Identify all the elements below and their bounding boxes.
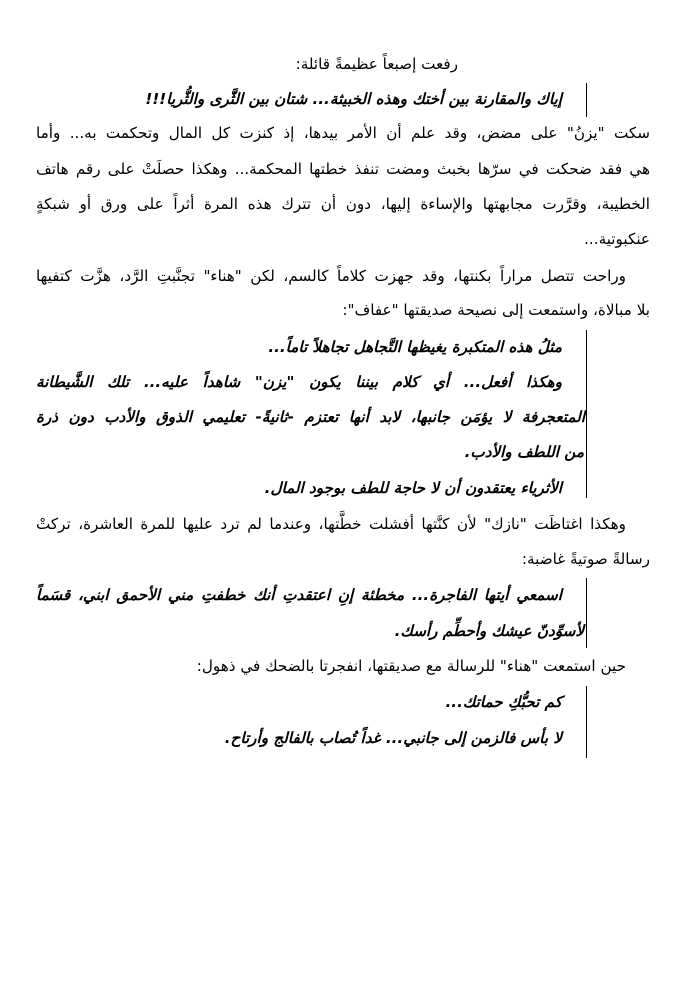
paragraph-line: عنكبوتية... [584, 230, 650, 248]
quote-bar [586, 686, 587, 758]
quote-line: من اللطف والأدب. [464, 443, 584, 461]
paragraph-line: هي فقد ضحكت في سرّها بخبث ومضت تنفذ خطتها المحكمة... وهكذا حصلَتْ على رقم هاتف [36, 160, 650, 178]
quote-line: كم تحبُّكِ حماتك... [445, 693, 562, 711]
quote-bar [586, 330, 587, 498]
paragraph-line: رسالةً صوتيةً غاضبة: [521, 550, 650, 568]
quote-line: المتعجرفة لا يؤمَن جانبها، لابد أنها تعتزم -ثانيةً- تعليمي الذوق والأدب دون ذرة [36, 408, 585, 426]
quote-line: لأسوِّدنّ عيشك وأحطِّم رأسك. [394, 622, 584, 640]
quote-bar [586, 83, 587, 117]
quote-line: الأثرياء يعتقدون أن لا حاجة للطف بوجود المال. [264, 479, 562, 497]
paragraph-line: بلا مبالاة، واستمعت إلى نصيحة صديقتها "عفاف": [342, 301, 650, 319]
quote-line: وهكذا أفعل... أي كلام بيننا يكون "يزن" شاهداً عليه... تلك الشَّيطانة [36, 373, 562, 391]
paragraph-line: وراحت تتصل مراراً بكنتها، وقد جهزت كلاماً كالسم، لكن "هناء" تجنَّبتِ الرَّد، هزَّت كتفيها [36, 267, 626, 285]
quote-line: مثلُ هذه المتكبرة يغيظها التَّجاهل تجاهلاً تاماً... [268, 338, 562, 356]
paragraph-line: حين استمعت "هناء" للرسالة مع صديقتها، انفجرتا بالضحك في ذهول: [196, 657, 626, 675]
paragraph-line: سكت "يزنُ" على مضض، وقد علم أن الأمر بيدها، إذ كنزت كل المال وتحكمت به... وأما [36, 124, 650, 142]
paragraph-line: وهكذا اغتاظَت "نازك" لأن كنَّتها أفشلت خطَّتها، وعندما لم ترد عليها للمرة العاشرة، تركتْ [36, 515, 626, 533]
paragraph-line: رفعت إصبعاً عظيمةً قائلة: [295, 55, 458, 73]
quote-line: اسمعي أيتها الفاجرة... مخطئة إنِ اعتقدتِ أنك خطفتِ مني الأحمق ابني، قسَماً [36, 586, 562, 604]
paragraph-line: الخطيبة، وقرَّرت مجابهتها والإساءة إليها، دون أن تترك هذه المرة أثراً على ورق أو شبكةٍ [36, 195, 650, 213]
quote-bar [586, 578, 587, 648]
quote-line: إياك والمقارنة بين أختك وهذه الخبيثة... شتان بين الثَّرى والثُّريا!!! [145, 90, 562, 108]
quote-line: لا بأس فالزمن إلى جانبي... غداً تُصاب بالفالج وأرتاح. [224, 729, 562, 747]
